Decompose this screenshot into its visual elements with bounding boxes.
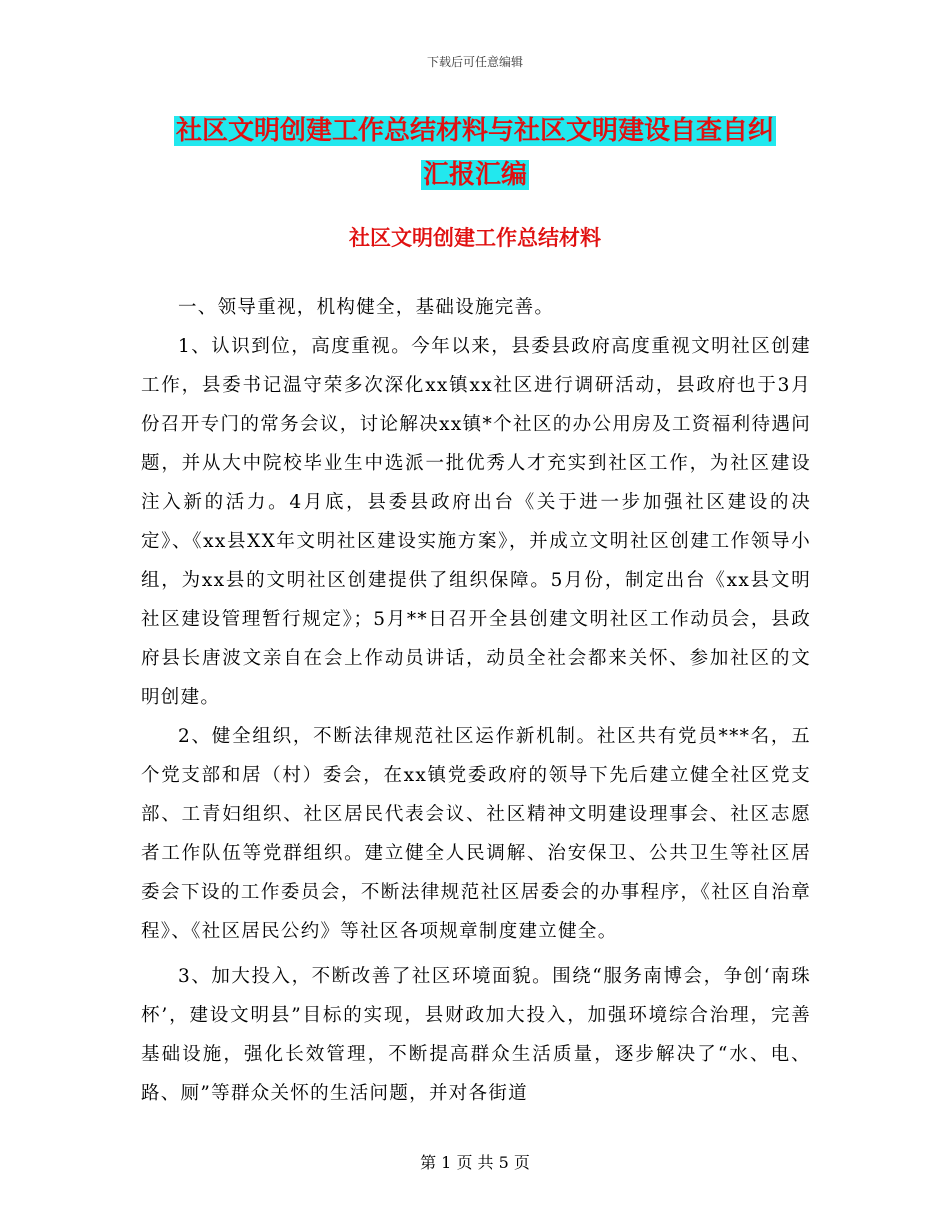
paragraph: 2、健全组织，不断法律规范社区运作新机制。社区共有党员***名，五个党支部和居（村）委会，在xx镇党委政府的领导下先后建立健全社区党支部、工青妇组织、社区居民代表会议、社区精神文明建设理事会、社区志愿者工作队伍等党群组织。建立健全人民调解、治安保卫、公共卫生等社区居委会下设的工作委员会，不断法律规范社区居委会的办事程序，《社区自治章程》、《社区居民公约》等社区各项规章制度建立健全。 [141,726,811,942]
section-title: 社区文明创建工作总结材料 [349,225,601,250]
document-title-line-1 [0,108,950,154]
title-highlight-1: 社区文明创建工作总结材料与社区文明建设自查自纠 [175,116,774,146]
paragraph: 3、加大投入，不断改善了社区环境面貌。围绕“服务南博会，争创‘南珠杯’，建设文明县”目标的实现，县财政加大投入，加强环境综合治理，完善基础设施，强化长效管理，不断提高群众生活质量，逐步解决了“水、电、路、厕”等群众关怀的生活问题，并对各街道 [141,966,811,1104]
document-body [141,288,811,1113]
paragraph: 1、认识到位，高度重视。今年以来，县委县政府高度重视文明社区创建工作，县委书记温守荣多次深化xx镇xx社区进行调研活动，县政府也于3月份召开专门的常务会议，讨论解决xx镇*个社区的办公用房及工资福利待遇问题，并从大中院校毕业生中选派一批优秀人才充实到社区工作，为社区建设注入新的活力。4月底，县委县政府出台《关于进一步加强社区建设的决定》、《xx县XX年文明社区建设实施方案》，并成立文明社区创建工作领导小组，为xx县的文明社区创建提供了组织保障。5月份，制定出台《xx县文明社区建设管理暂行规定》；5月**日召开全县创建文明社区工作动员会，县政府县长唐波文亲自在会上作动员讲话，动员全社会都来关怀、参加社区的文明创建。 [141,336,811,708]
document-title-line-2 [0,152,950,198]
page-footer: 第 1 页 共 5 页 [420,1153,530,1172]
title-highlight-2: 汇报汇编 [422,160,527,190]
paragraph: 一、领导重视，机构健全，基础设施完善。 [178,297,555,318]
header-note: 下载后可任意编辑 [426,55,523,69]
